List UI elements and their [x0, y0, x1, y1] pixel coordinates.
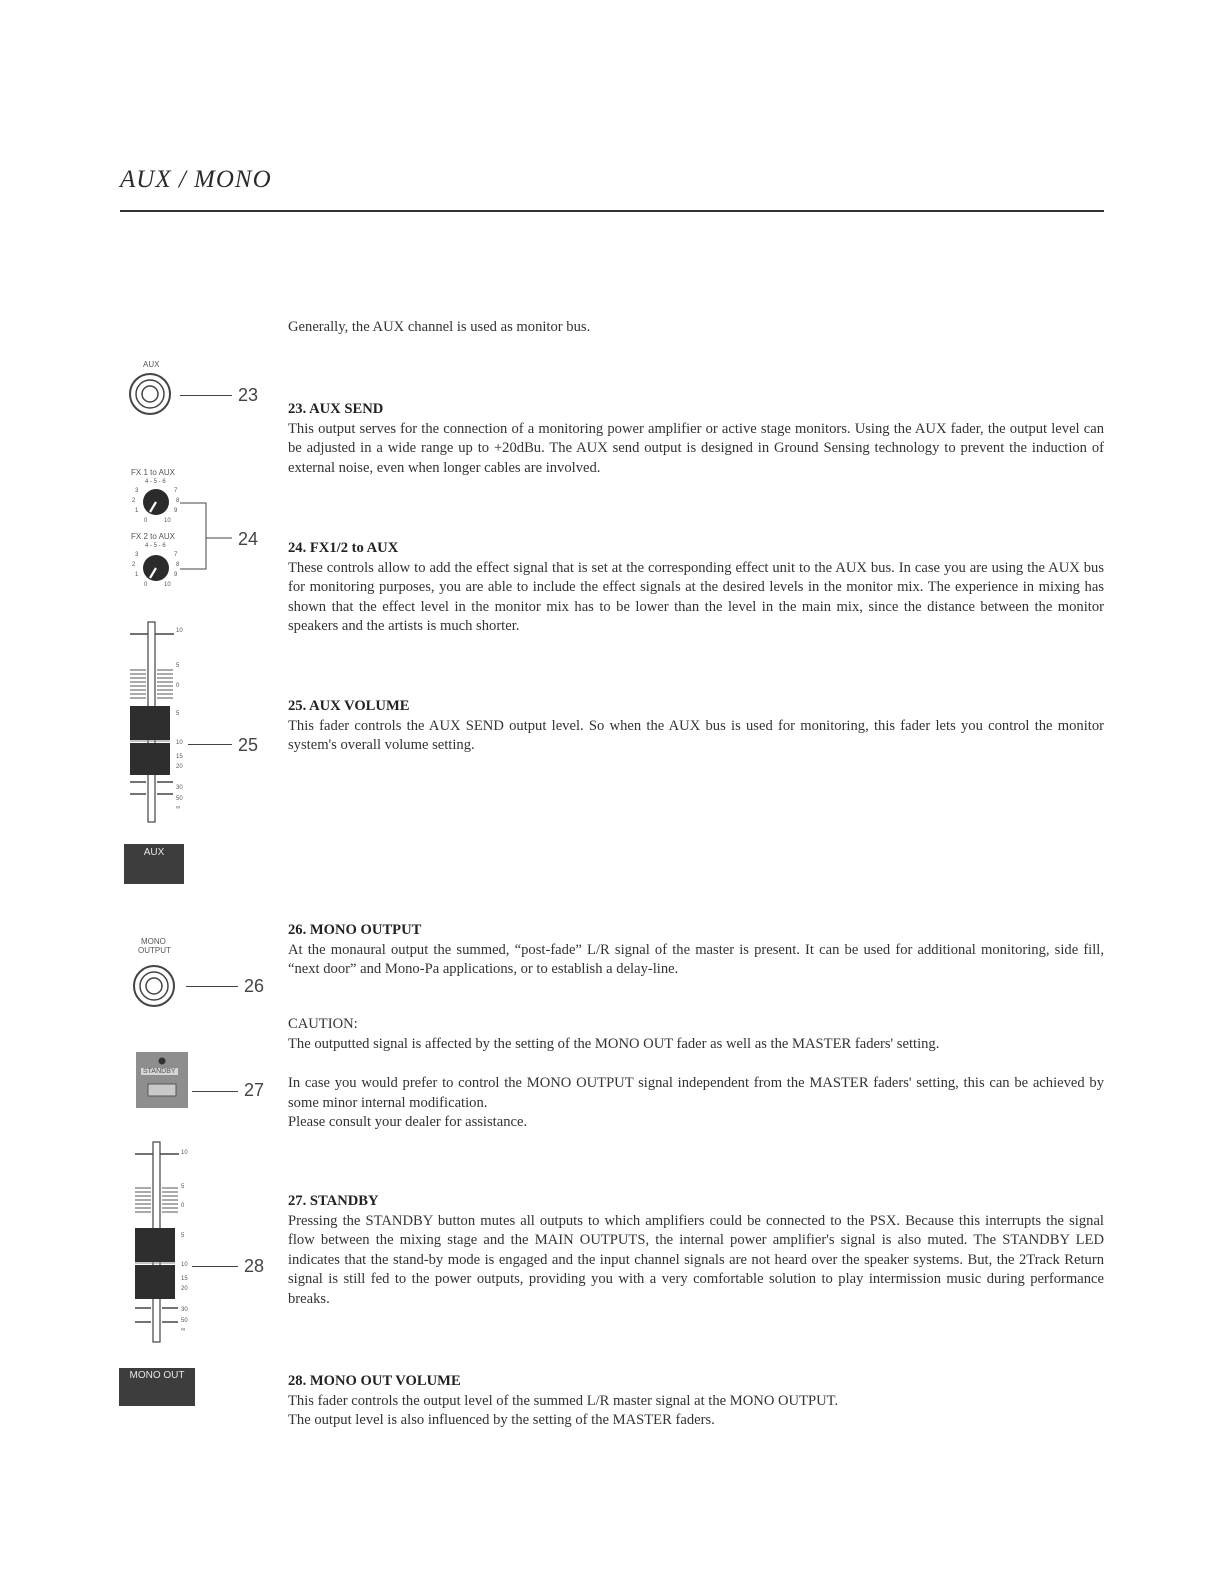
- knob-scale-max: 10: [164, 518, 171, 524]
- fx-bracket: [180, 503, 240, 573]
- aux-fader-label: AUX: [124, 844, 184, 884]
- section-body: Pressing the STANDBY button mutes all outputs to which amplifiers could be connected to the PSX. Because this interrupts the signal flow between the mixing stage and the MAIN OUTPUTS, the internal power amplifier's signal is also muted. The STANDBY LED indicates that the stand-by mode is engaged and the input channel signals are not heard over the speaker systems. But, the 2Track Return signal is still fed to the power outputs, providing you with a very comfortable solution to play intermission music during performance breaks.: [288, 1212, 1104, 1307]
- fader-scale-mark: 20: [181, 1286, 188, 1292]
- knob-scale-right: 9: [174, 572, 178, 578]
- section-fx-to-aux: [288, 539, 1104, 637]
- intro-text: Generally, the AUX channel is used as monitor bus.: [288, 319, 591, 335]
- standby-panel: [136, 1052, 190, 1110]
- fader-scale-mark: 15: [181, 1276, 188, 1282]
- knob-scale-top: 4 - 5 - 6: [145, 543, 166, 549]
- note-line-1: In case you would prefer to control the MONO OUTPUT signal independent from the MASTER faders' setting, this can be achieved by some minor internal modification.: [288, 1075, 1104, 1111]
- page-title: AUX / MONO: [120, 166, 272, 193]
- fx1-label: FX 1 to AUX: [131, 468, 176, 477]
- fader-scale-mark: 0: [176, 683, 180, 689]
- section-heading: 25. AUX VOLUME: [288, 698, 410, 714]
- knob-scale-right: 7: [174, 552, 178, 558]
- knob-scale-right: 8: [176, 498, 180, 504]
- section-body: This fader controls the AUX SEND output level. So when the AUX bus is used for monitoring, this fader lets you control the monitor system's overall volume setting.: [288, 717, 1104, 753]
- fader-scale-mark: 30: [176, 785, 183, 791]
- section-aux-volume: [288, 697, 1104, 756]
- fader-scale-mark: 50: [181, 1318, 188, 1324]
- fx1-knob-icon: [141, 487, 171, 517]
- knob-scale-left: 2: [132, 562, 136, 568]
- callout-25: 25: [238, 735, 259, 755]
- mono-out-fader-label: MONO OUT: [119, 1368, 195, 1406]
- fader-scale-mark: 30: [181, 1307, 188, 1313]
- callout-line-25: [188, 744, 232, 745]
- callout-line-26: [186, 986, 238, 987]
- section-heading: 28. MONO OUT VOLUME: [288, 1373, 461, 1389]
- knob-scale-right: 9: [174, 508, 178, 514]
- fader-scale-mark: ∞: [176, 805, 181, 811]
- section-mono-out-volume: [288, 1372, 1104, 1431]
- caution-heading: CAUTION:: [288, 1016, 358, 1032]
- section-aux-send: [288, 400, 1104, 478]
- fader-scale-mark: 10: [181, 1150, 188, 1156]
- note-line-2: Please consult your dealer for assistance.: [288, 1114, 528, 1130]
- knob-scale-right: 7: [174, 488, 178, 494]
- knob-scale-left: 3: [135, 488, 139, 494]
- mono-output-jack-icon: [132, 964, 180, 1012]
- section-heading: 26. MONO OUTPUT: [288, 922, 422, 938]
- knob-scale-top: 4 - 5 - 6: [145, 479, 166, 485]
- mono-out-fader-icon: [131, 1142, 191, 1347]
- knob-scale-max: 10: [164, 582, 171, 588]
- fader-scale-mark: 10: [181, 1262, 188, 1268]
- section-heading: 24. FX1/2 to AUX: [288, 540, 399, 556]
- callout-24: 24: [238, 529, 259, 549]
- section-body-line-2: The output level is also influenced by the setting of the MASTER faders.: [288, 1412, 715, 1428]
- callout-line-27: [192, 1091, 238, 1092]
- callout-28: 28: [244, 1256, 265, 1276]
- section-body: This output serves for the connection of a monitoring power amplifier or active stage monitors. Using the AUX fader, the output level can be adjusted in a wide range up to +20dBu. The AUX send output is designed in Ground Sensing technology to prevent the induction of external noise, even when longer cables are involved.: [288, 420, 1104, 476]
- knob-scale-left: 1: [135, 508, 139, 514]
- fader-scale-mark: 5: [176, 663, 180, 669]
- callout-27: 27: [244, 1080, 265, 1100]
- note-block: [288, 1074, 1104, 1133]
- knob-scale-left: 3: [135, 552, 139, 558]
- knob-scale-left: 2: [132, 498, 136, 504]
- fader-scale-mark: 20: [176, 764, 183, 770]
- aux-jack-label: AUX: [143, 360, 160, 369]
- section-heading: 23. AUX SEND: [288, 401, 384, 417]
- section-heading: 27. STANDBY: [288, 1193, 379, 1209]
- section-standby: [288, 1192, 1104, 1309]
- aux-jack-icon: [128, 372, 176, 420]
- title-rule: [120, 210, 1104, 212]
- callout-line-23: [180, 395, 232, 396]
- mono-jack-label-1: MONO: [141, 937, 166, 946]
- knob-scale-left: 1: [135, 572, 139, 578]
- fader-scale-mark: 5: [176, 711, 180, 717]
- section-body: At the monaural output the summed, “post-fade” L/R signal of the master is present. It can be used for additional monitoring, side fill, “next door” and Mono-Pa applications, or to establish a delay-line.: [288, 941, 1104, 977]
- fader-scale-mark: 5: [181, 1233, 185, 1239]
- caution-body: The outputted signal is affected by the setting of the MONO OUT fader as well as the MASTER faders' setting.: [288, 1036, 940, 1052]
- fader-scale-mark: 0: [181, 1203, 185, 1209]
- knob-scale-min: 0: [144, 518, 148, 524]
- standby-button[interactable]: STANDBY: [143, 1068, 176, 1075]
- fader-scale-mark: 10: [176, 740, 183, 746]
- fx2-knob-icon: [141, 553, 171, 583]
- fader-scale-mark: 50: [176, 796, 183, 802]
- fx2-label: FX 2 to AUX: [131, 532, 176, 541]
- callout-26: 26: [244, 976, 265, 996]
- fader-scale-mark: 15: [176, 754, 183, 760]
- fader-scale-mark: 10: [176, 628, 183, 634]
- section-body: These controls allow to add the effect signal that is set at the corresponding effect unit to the AUX bus. In case you are using the AUX bus for monitoring purposes, you are able to include the effect signals at the desired levels in the monitor mix. The experience in mixing has shown that the effect level in the monitor mix has to be lower than the level in the main mix, since the distance between the monitor speakers and the artists is much shorter.: [288, 559, 1104, 634]
- fader-scale-mark: 5: [181, 1184, 185, 1190]
- knob-scale-right: 8: [176, 562, 180, 568]
- section-mono-output: [288, 921, 1104, 980]
- section-body-line-1: This fader controls the output level of the summed L/R master signal at the MONO OUTPUT.: [288, 1392, 839, 1409]
- knob-scale-min: 0: [144, 582, 148, 588]
- mono-jack-label-2: OUTPUT: [138, 946, 171, 955]
- callout-line-28: [192, 1266, 238, 1267]
- callout-23: 23: [238, 385, 259, 405]
- fader-scale-mark: ∞: [181, 1327, 186, 1333]
